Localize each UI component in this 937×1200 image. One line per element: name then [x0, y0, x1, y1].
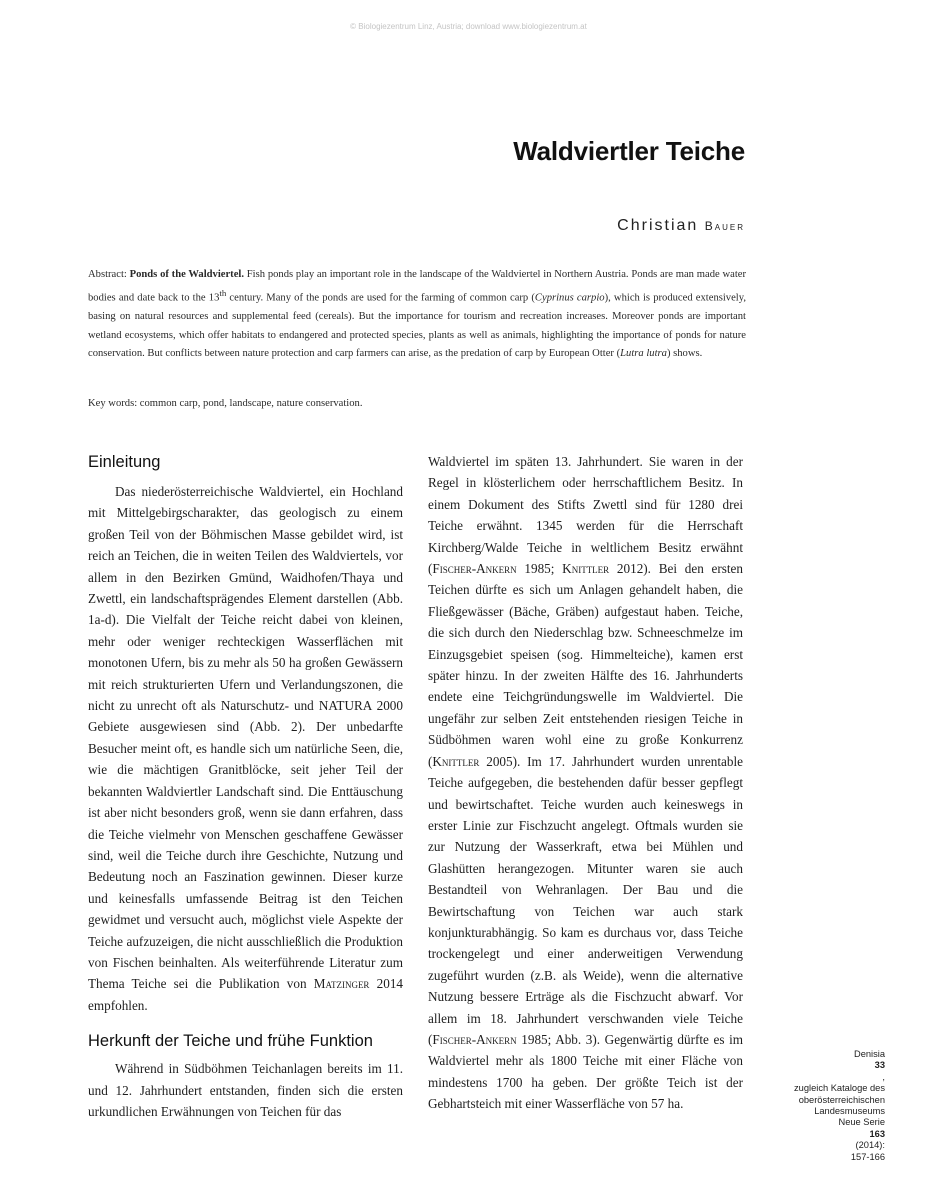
page-title: Waldviertler Teiche [513, 136, 745, 166]
author-first-name: Christian [617, 217, 699, 234]
abstract-heading: Ponds of the Waldviertel. [129, 269, 244, 280]
watermark: © Biologiezentrum Linz, Austria; download www.biologiezentrum.at [350, 22, 587, 31]
paragraph-einleitung [88, 481, 403, 1016]
paragraph-einleitung-text: Das niederösterreichische Waldviertel, ein Hochland mit Mittelgebirgscharakter, das geologisch zu einem großen Teil von der Böhmischen Masse gebildet wird, ist reich an Teichen, die in weiten Teilen des Waldviertels, vor allem in den Bezirken Gmünd, Waidhofen/Thaya und Zwettl, ein landschaftsprägendes Element darstellen (Abb. 1a-d). Die Vielfalt der Teiche reicht dabei von kleinen, mehr oder weniger rechteckigen Wasserflächen mit monotonen Ufern, bis zu mehr als 50 ha großen Gewässern mit reich strukturierten Ufern und Verlandungszonen, die nicht zu unrecht oft als Naturschutz- und NATURA 2000 Gebiete ausgewiesen sind (Abb. 2). Der unbedarfte Besucher meint oft, es handle sich um natürliche Seen, die, wie die mächtigen Granitblöcke, seit jeher Teil der bekannten Waldviertler Landschaft sind. Die Enttäuschung ist aber nicht besonders groß, wenn sie dann erfahren, dass die Teiche vielmehr von Menschen geschaffene Gewässer sind, weil die Teiche durch ihre Geschichte, Nutzung und Bedeutung noch an Faszination gewinnen. Dieser kurze und keinesfalls umfassende Beitrag ist den Teichen gewidmet und versucht auch, möglichst viele Aspekte der Teiche aufzuzeigen, die nicht ausschließlich die Produktion von Fischen beinhalten. Als weiterführende Literatur zum Thema Teiche sei die Publikation von [88, 484, 403, 992]
author-last-name: Bauer [704, 219, 745, 233]
series-volume: 33 [874, 1060, 885, 1071]
publication-series-line [745, 1049, 885, 1083]
citation-fischer-ankern-1: Fischer-Ankern [432, 561, 517, 577]
series-comma: , [882, 1071, 885, 1082]
new-series-label: Neue Serie [838, 1117, 885, 1128]
publication-line-3: oberösterreichischen [798, 1094, 885, 1105]
abstract-text-4: ) shows. [666, 348, 703, 360]
herkunft-text-5: 1985; Abb. 3). Gegenwärtig dürfte es im Waldviertel mehr als 1800 Teiche mit einer Fläche von mindestens 1700 ha geben. Der größte Teich ist der Gebhartsteich mit einer Wasserfläche von 57 ha. [428, 1031, 743, 1112]
section-heading-herkunft: Herkunft der Teiche und frühe Funktion [88, 1032, 373, 1051]
publication-line-4: Landesmuseums [814, 1106, 885, 1117]
abstract-species-otter: Lutra lutra [620, 348, 667, 360]
paragraph-herkunft-start: Während in Südböhmen Teichanlagen bereits im 11. und 12. Jahrhundert entstanden, finden sich die ersten urkundlichen Erwähnungen von Teichen für das [88, 1061, 403, 1119]
herkunft-text-2: 1985; [516, 561, 563, 577]
keywords: Key words: common carp, pond, landscape, nature conservation. [88, 398, 363, 409]
publication-info [745, 1049, 885, 1163]
abstract-text-2: century. Many of the ponds are used for the farming of common carp ( [226, 292, 535, 304]
citation-fischer-ankern-2: Fischer-Ankern [432, 1031, 517, 1047]
publication-new-series-line [745, 1117, 885, 1151]
herkunft-text-4: 2005). Im 17. Jahrhundert wurden unrentable Teiche aufgegeben, die bestehenden dafür besser gepflegt und bewirtschaftet. Teiche wurden auch keineswegs in erster Linie zur Fischzucht angelegt. Oftmals wurden sie zur Nutzung der Wasserkraft, etwa bei Mühlen und Glashütten herangezogen. Mitunter waren sie auch Bestandteil von Wehranlagen. Der Bau und die Bewirtschaftung von Teichen war auch stark konjunkturabhängig. So kam es durchaus vor, dass Teiche trockengelegt und einer anderweitigen Verwendung zugeführt wurden (z.B. als Weide), wenn die alternative Nutzung bessere Erträge als die Fischzucht abwarf. Vor allem im 18. Jahrhundert verschwanden viele Teiche ( [428, 753, 743, 1047]
citation-knittler-1: Knittler [562, 561, 610, 577]
new-series-volume: 163 [869, 1128, 885, 1139]
herkunft-text-3: 2012). Bei den ersten Teichen dürfte es sich um Anlagen gehandelt haben, die Fließgewässer (Bäche, Gräben) aufgestaut haben. Teiche, die sich durch den Niederschlag bzw. Schneeschmelze im Einzugsgebiet speisen (sog. Himmelteiche), kamen erst später hinzu. In der zweiten Hälfte des 16. Jahrhunderts endete eine Teichgründungswelle im Waldviertel. Die ungefähr zur selben Zeit entstehenden riesigen Teiche in Südböhmen waren wohl eine zu große Konkurrenz ( [428, 561, 743, 769]
publication-pages: 157-166 [850, 1151, 885, 1162]
abstract-label: Abstract: [88, 269, 130, 280]
paragraph-herkunft-continued [428, 451, 743, 1115]
left-column [88, 451, 403, 1122]
abstract-text-1: Fish ponds play an important role in the landscape of the Waldviertel in Northern Austria. Ponds are man made water bodies and date back to the 13 [88, 269, 746, 304]
abstract-species-carp: Cyprinus carpio [534, 292, 605, 304]
right-column [428, 451, 743, 1115]
new-series-year: (2014): [855, 1140, 885, 1151]
author [617, 217, 745, 235]
paragraph-einleitung-end: 2014 empfohlen. [88, 976, 403, 1013]
abstract-text-3: ), which is produced extensively, basing on natural resources and supplemental feed (cereals). But the importance for tourism and recreation increases. Moreover ponds are important wetland ecosystems, which offer habitats to endangered and protected species, plants as well as animals, highlighting the importance of ponds for nature conservation. But conflicts between nature protection and carp farmers can arise, as the predation of carp by European Otter ( [88, 292, 747, 360]
herkunft-text-1: Waldviertel im späten 13. Jahrhundert. Sie waren in der Regel in klösterlichem oder herrschaftlichem Besitz. In einem Dokument des Stifts Zwettl sind für 1280 drei Teiche erwähnt. 1345 werden für die Herrschaft Kirchberg/Walde Teiche in weltlichem Besitz erwähnt ( [428, 454, 743, 577]
series-name: Denisia [853, 1049, 885, 1059]
section-heading-einleitung: Einleitung [88, 453, 161, 471]
citation-knittler-2: Knittler [432, 753, 480, 769]
abstract-superscript: th [219, 288, 227, 299]
citation-matzinger: Matzinger [313, 976, 370, 992]
publication-line-2: zugleich Kataloge des [794, 1083, 885, 1094]
abstract [88, 266, 746, 364]
